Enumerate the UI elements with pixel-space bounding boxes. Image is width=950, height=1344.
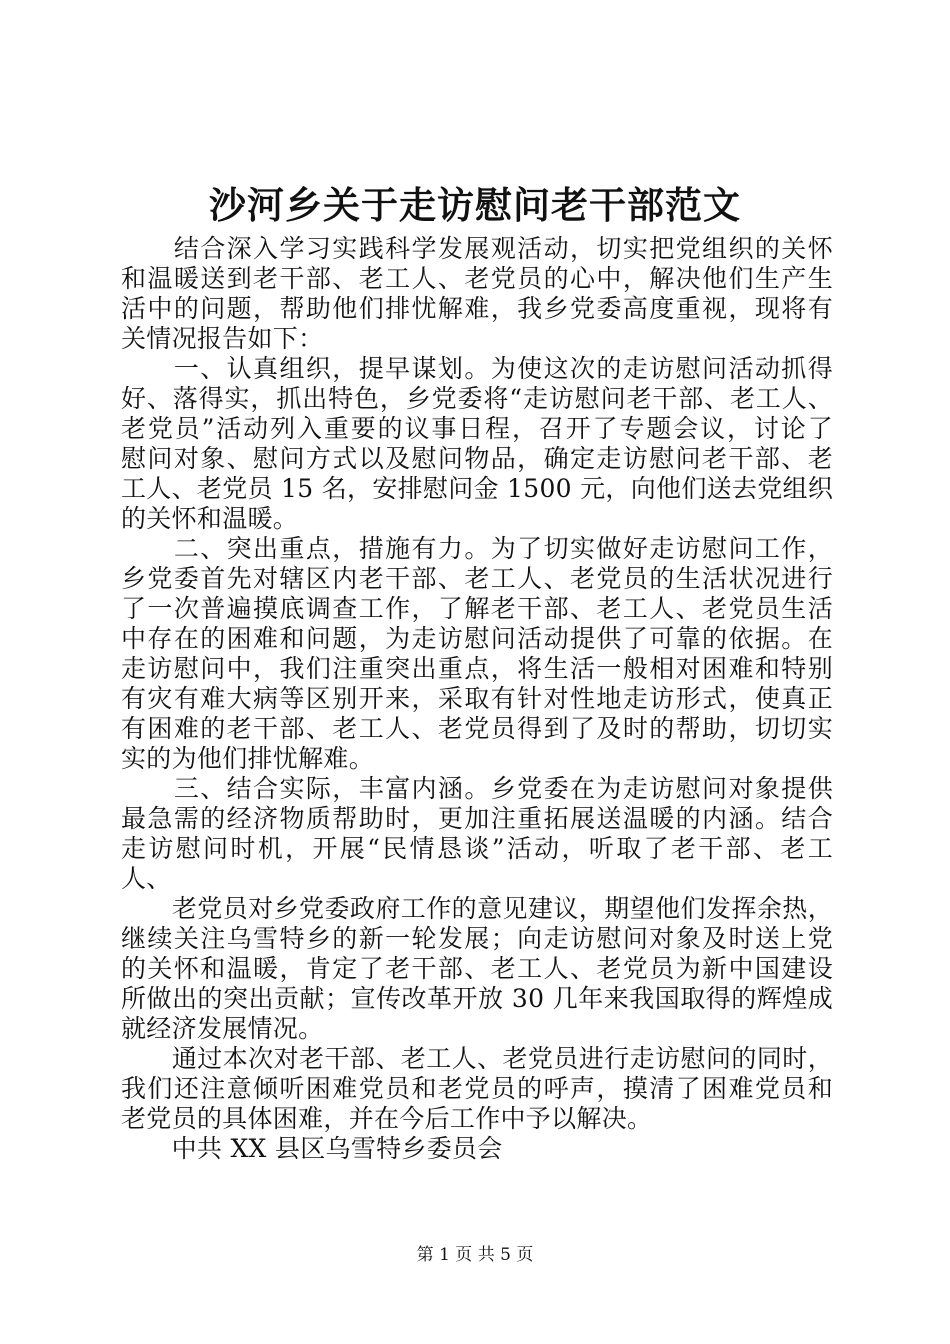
body-line: 乡党委首先对辖区内老干部、老工人、老党员的生活状况进行: [121, 564, 833, 593]
body-line: 关情况报告如下：: [121, 324, 324, 353]
body-line: 人、: [121, 864, 172, 893]
body-line: 和温暖送到老干部、老工人、老党员的心中，解决他们生产生: [121, 264, 833, 293]
body-line: 继续关注乌雪特乡的新一轮发展；向走访慰问对象及时送上党: [121, 924, 833, 953]
body-line: 二、突出重点，措施有力。为了切实做好走访慰问工作，: [121, 534, 833, 563]
body-line: 老党员对乡党委政府工作的意见建议，期望他们发挥余热，: [121, 894, 833, 923]
body-line: 三、结合实际，丰富内涵。乡党委在为走访慰问对象提供: [121, 774, 833, 803]
body-line: 了一次普遍摸底调查工作，了解老干部、老工人、老党员生活: [121, 594, 833, 623]
body-line: 通过本次对老干部、老工人、老党员进行走访慰问的同时，: [121, 1044, 833, 1073]
body-line: 好、落得实，抓出特色，乡党委将“走访慰问老干部、老工人、: [121, 384, 833, 413]
document-title: 沙河乡关于走访慰问老干部范文: [209, 183, 741, 227]
body-line: 的关怀和温暖。: [121, 504, 299, 533]
body-line: 中存在的困难和问题，为走访慰问活动提供了可靠的依据。在: [121, 624, 833, 653]
body-line: 的关怀和温暖，肯定了老干部、老工人、老党员为新中国建设: [121, 954, 833, 983]
body-line: 有灾有难大病等区别开来，采取有针对性地走访形式，使真正: [121, 684, 833, 713]
page-footer: 第 1 页 共 5 页: [416, 1245, 534, 1265]
body-line: 我们还注意倾听困难党员和老党员的呼声，摸清了困难党员和: [121, 1074, 833, 1103]
body-line: 实的为他们排忧解难。: [121, 744, 375, 773]
body-line: 中共 XX 县区乌雪特乡委员会: [121, 1134, 503, 1163]
body-line: 走访慰问时机，开展“民情恳谈”活动，听取了老干部、老工: [121, 834, 833, 863]
body-line: 慰问对象、慰问方式以及慰问物品，确定走访慰问老干部、老: [121, 444, 833, 473]
body-line: 走访慰问中，我们注重突出重点，将生活一般相对困难和特别: [121, 654, 833, 683]
body-line: 最急需的经济物质帮助时，更加注重拓展送温暖的内涵。结合: [121, 804, 833, 833]
body-line: 活中的问题，帮助他们排忧解难，我乡党委高度重视，现将有: [121, 294, 833, 323]
body-line: 工人、老党员 15 名，安排慰问金 1500 元，向他们送去党组织: [121, 474, 834, 503]
body-line: 就经济发展情况。: [121, 1014, 324, 1043]
body-line: 有困难的老干部、老工人、老党员得到了及时的帮助，切切实: [121, 714, 833, 743]
document-body: [121, 234, 833, 1164]
body-line: 一、认真组织，提早谋划。为使这次的走访慰问活动抓得: [121, 354, 833, 383]
body-line: 所做出的突出贡献；宣传改革开放 30 几年来我国取得的辉煌成: [121, 984, 833, 1013]
body-line: 老党员”活动列入重要的议事日程，召开了专题会议，讨论了: [121, 414, 833, 443]
body-line: 结合深入学习实践科学发展观活动，切实把党组织的关怀: [121, 234, 833, 263]
body-line: 老党员的具体困难，并在今后工作中予以解决。: [121, 1104, 653, 1133]
